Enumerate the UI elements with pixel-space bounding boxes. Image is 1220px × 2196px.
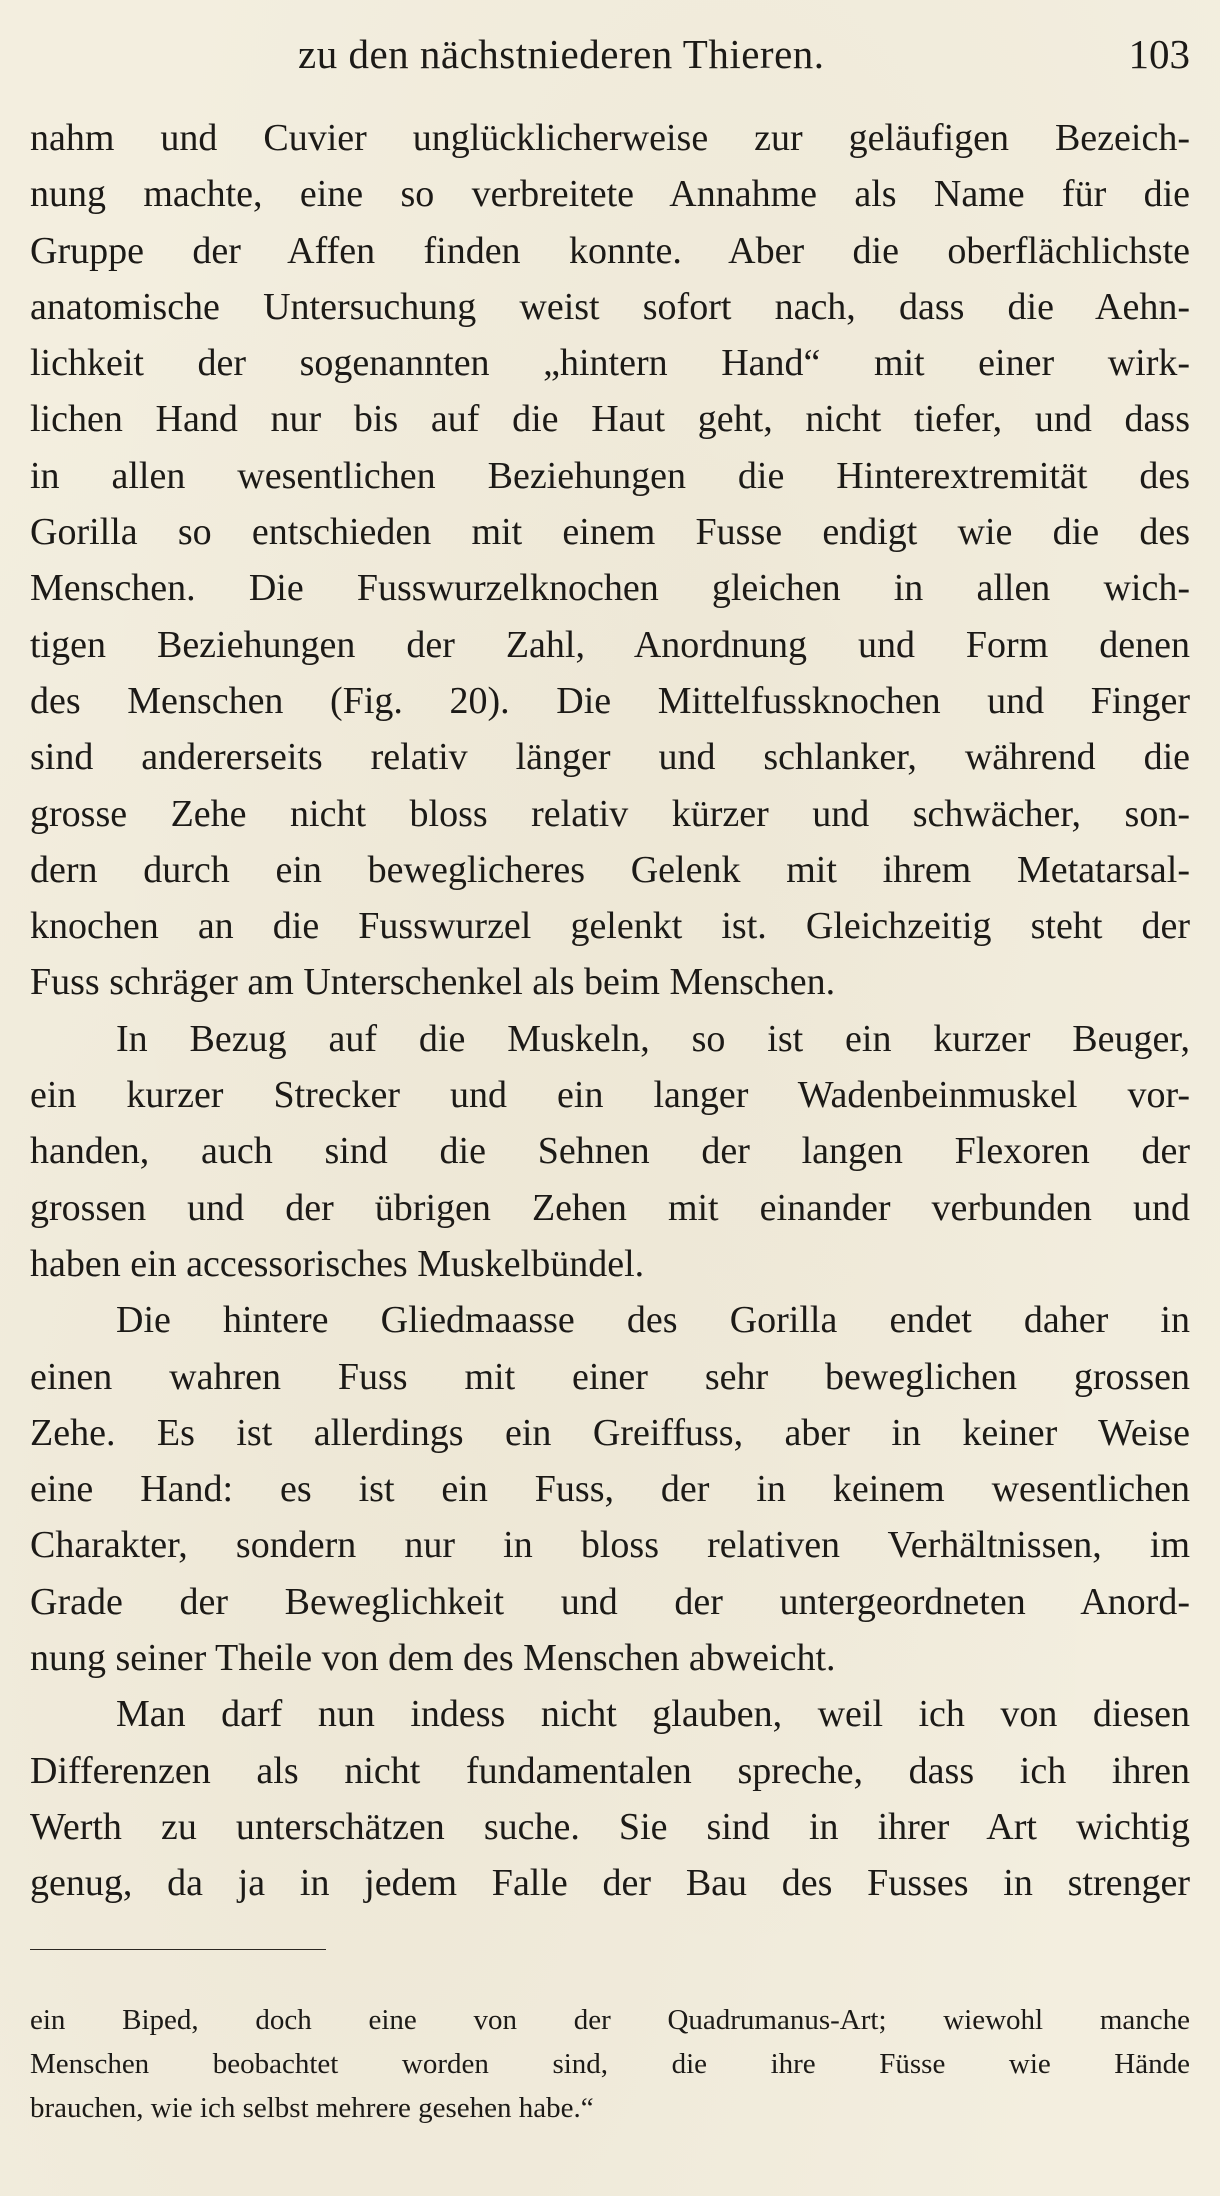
text-line: nung seiner Theile von dem des Menschen abweicht. [30,1637,836,1680]
text-line: handen, auch sind die Sehnen der langen Flexoren der [30,1130,1190,1173]
text-line: Man darf nun indess nicht glauben, weil ich von diesen [116,1693,1190,1736]
text-line: haben ein accessorisches Muskelbündel. [30,1242,645,1285]
text-line: grosse Zehe nicht bloss relativ kürzer und schwächer, son- [30,792,1190,835]
text-line: in allen wesentlichen Beziehungen die Hinterextremität des [30,454,1190,497]
text-line: einen wahren Fuss mit einer sehr beweglichen grossen [30,1355,1190,1398]
footnote [30,1998,1190,2130]
text-line: Werth zu unterschätzen suche. Sie sind in ihrer Art wichtig [30,1805,1190,1848]
running-title: zu den nächstniederen Thieren. [298,31,825,77]
text-line: In Bezug auf die Muskeln, so ist ein kurzer Beuger, [116,1017,1190,1060]
text-line: Menschen. Die Fusswurzelknochen gleichen in allen wich- [30,567,1190,610]
text-line: Differenzen als nicht fundamentalen spreche, dass ich ihren [30,1749,1190,1792]
text-line: Fuss schräger am Unterschenkel als beim Menschen. [30,961,836,1004]
text-line: Gruppe der Affen finden konnte. Aber die oberflächlichste [30,229,1190,272]
footnote-line: Menschen beobachtet worden sind, die ihre Füsse wie Hände [30,2048,1190,2080]
text-line: sind andererseits relativ länger und schlanker, während die [30,736,1190,779]
page-number: 103 [1128,31,1190,77]
body-text [30,110,1190,1912]
text-line: ein kurzer Strecker und ein langer Wadenbeinmuskel vor- [30,1074,1190,1117]
text-line: knochen an die Fusswurzel gelenkt ist. Gleichzeitig steht der [30,905,1190,948]
text-line: nahm und Cuvier unglücklicherweise zur geläufigen Bezeich- [30,117,1190,159]
footnote-line: ein Biped, doch eine von der Quadrumanus-Art; wiewohl manche [30,2004,1190,2036]
text-line: Die hintere Gliedmaasse des Gorilla endet daher in [116,1299,1190,1342]
text-line: nung machte, eine so verbreitete Annahme als Name für die [30,173,1190,216]
text-line: lichkeit der sogenannten „hintern Hand“ mit einer wirk- [30,342,1190,385]
text-line: Charakter, sondern nur in bloss relativen Verhältnissen, im [30,1524,1190,1567]
footnote-line: brauchen, wie ich selbst mehrere gesehen habe.“ [30,2092,594,2124]
footnote-divider [30,1949,326,1950]
text-line: genug, da ja in jedem Falle der Bau des Fusses in strenger [30,1862,1190,1905]
paragraph [30,110,1190,1011]
text-line: tigen Beziehungen der Zahl, Anordnung und Form denen [30,623,1190,666]
text-line: lichen Hand nur bis auf die Haut geht, nicht tiefer, und dass [30,398,1190,441]
text-line: Grade der Beweglichkeit und der untergeordneten Anord- [30,1580,1190,1623]
page-header [298,30,1190,86]
text-line: grossen und der übrigen Zehen mit einander verbunden und [30,1186,1190,1229]
text-line: anatomische Untersuchung weist sofort nach, dass die Aehn- [30,285,1190,328]
text-line: Zehe. Es ist allerdings ein Greiffuss, aber in keiner Weise [30,1411,1190,1454]
text-line: eine Hand: es ist ein Fuss, der in keinem wesentlichen [30,1468,1190,1511]
text-line: Gorilla so entschieden mit einem Fusse endigt wie die des [30,511,1190,554]
paragraph [30,1292,1190,1686]
text-line: dern durch ein beweglicheres Gelenk mit ihrem Metatarsal- [30,848,1190,891]
paragraph [30,1686,1190,1911]
paragraph [30,1011,1190,1292]
text-line: des Menschen (Fig. 20). Die Mittelfussknochen und Finger [30,679,1190,722]
